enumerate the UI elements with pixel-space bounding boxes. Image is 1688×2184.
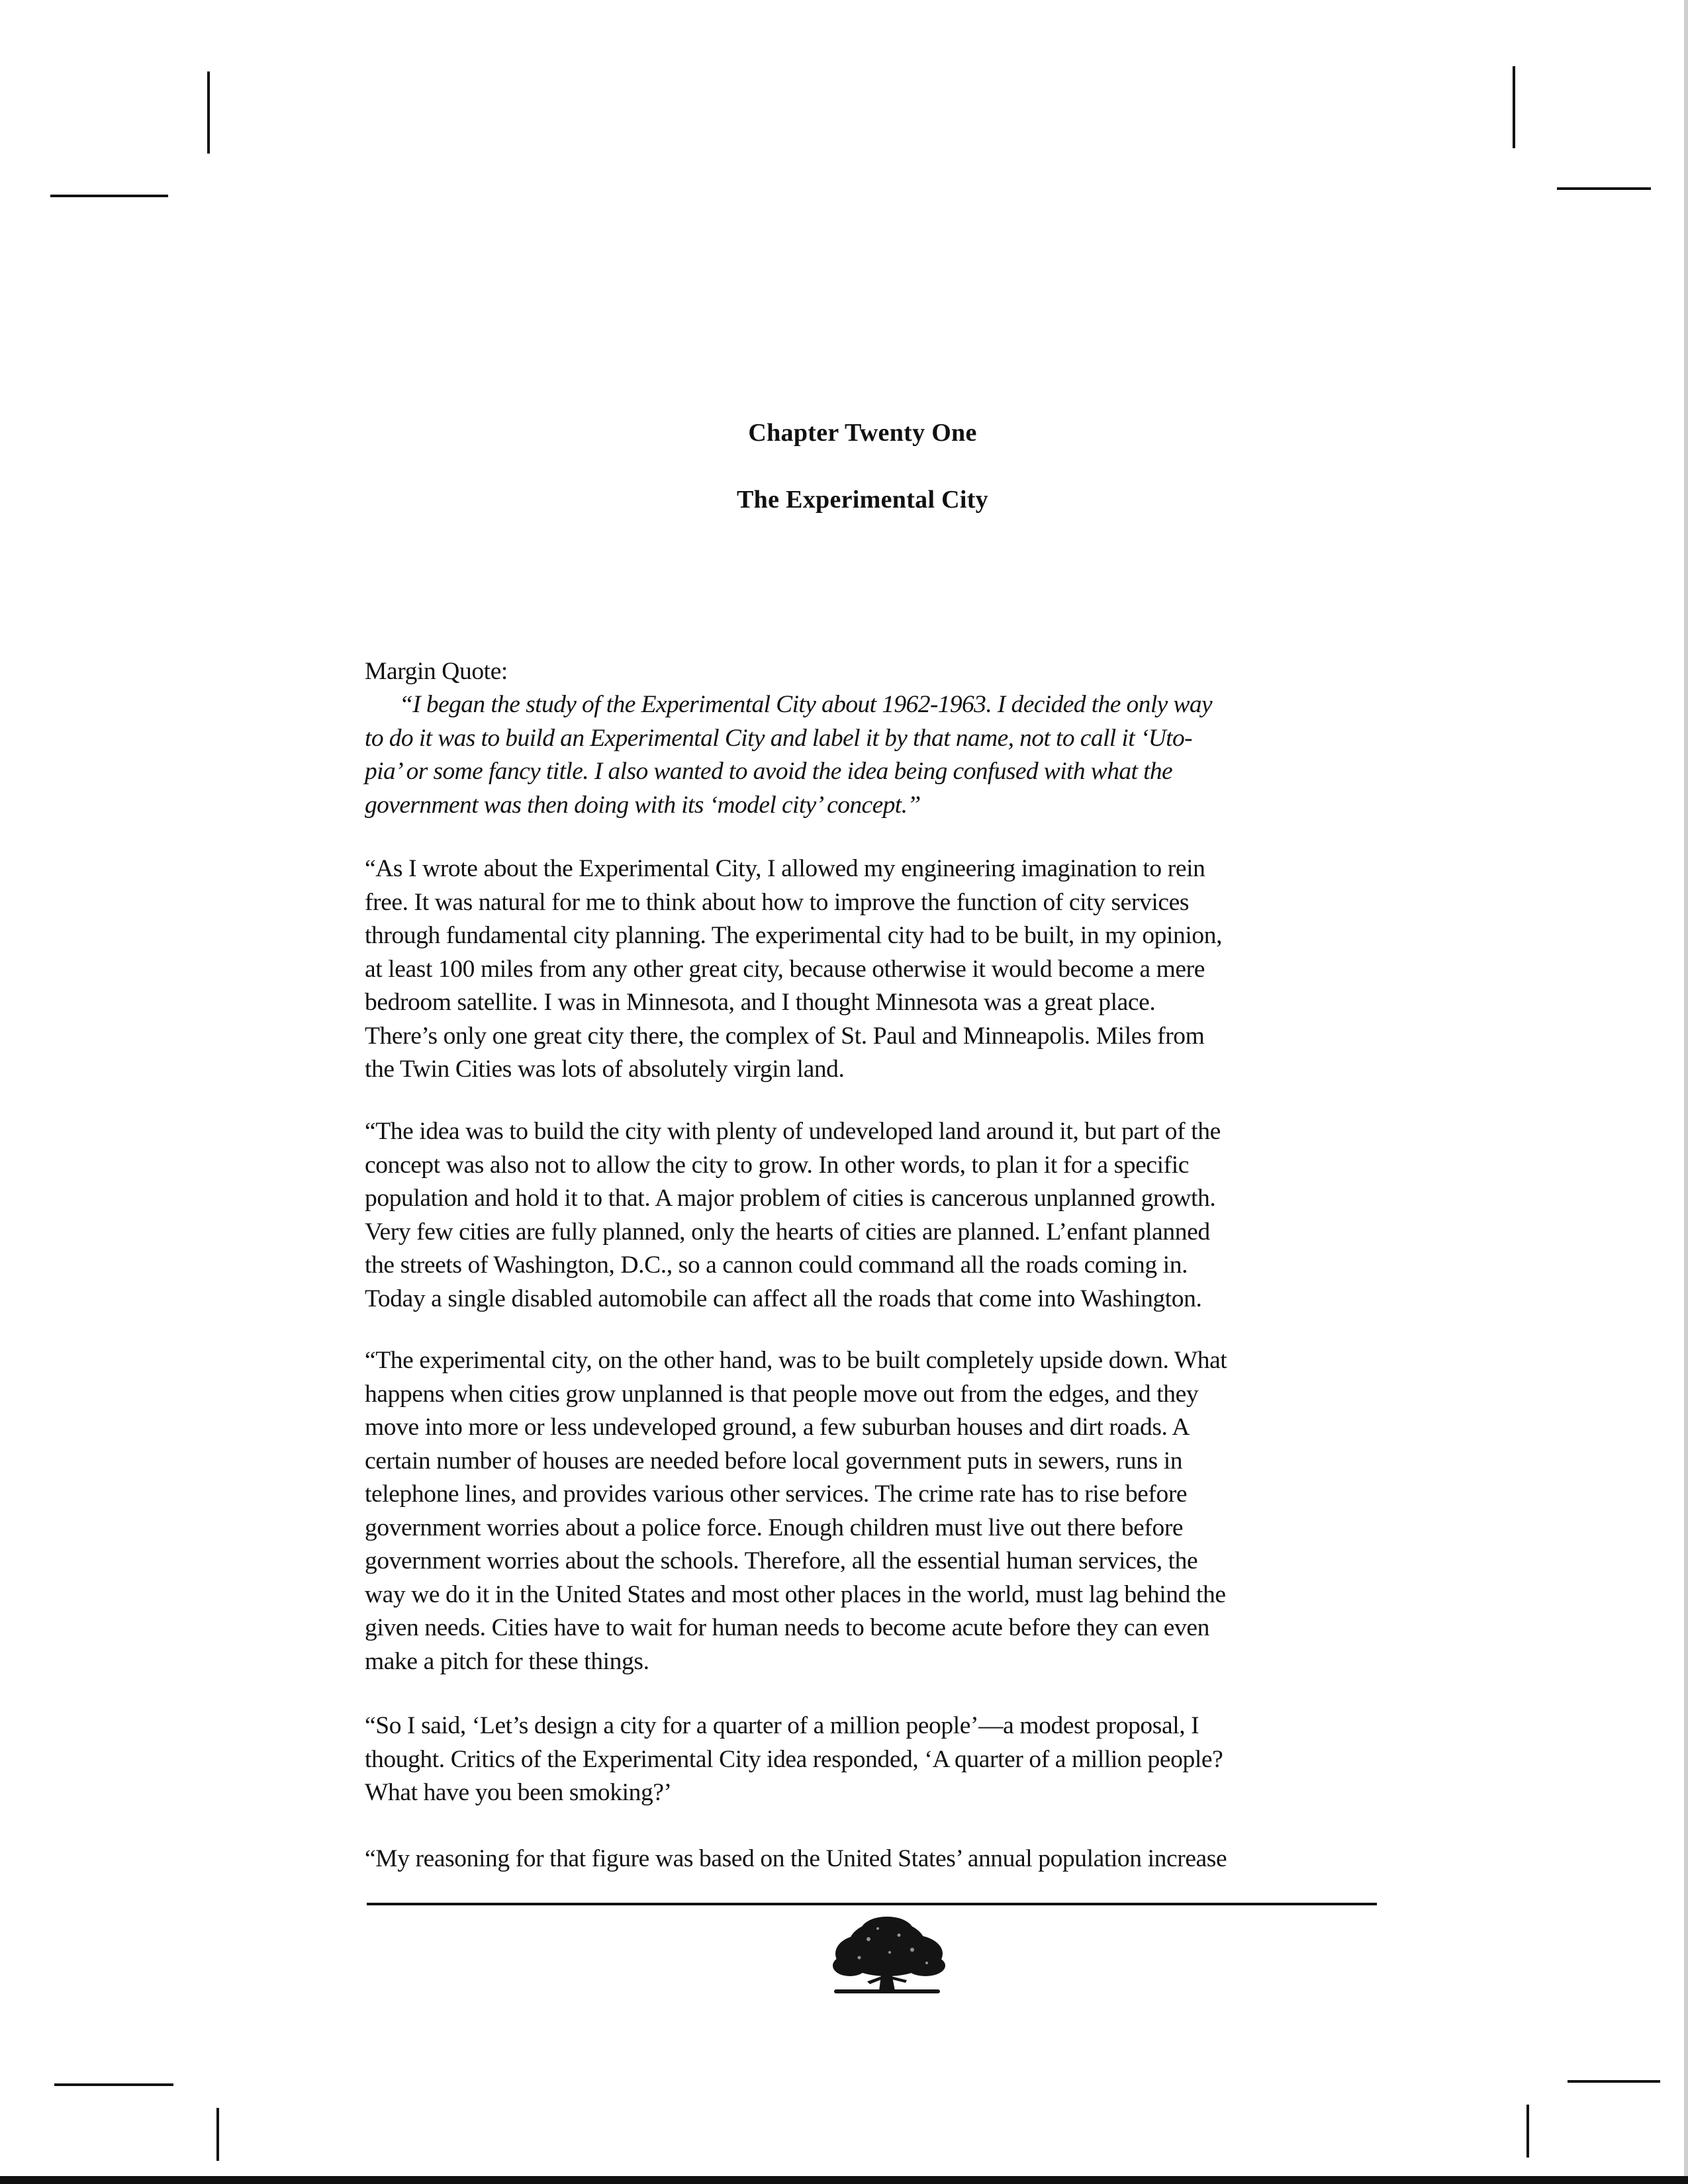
margin-quote-label: Margin Quote: bbox=[365, 658, 508, 685]
text-line: make a pitch for these things. bbox=[365, 1647, 649, 1675]
crop-mark-top-left-horizontal bbox=[50, 195, 168, 197]
text-line: “My reasoning for that figure was based on the United States’ annual population increase bbox=[365, 1845, 1227, 1872]
text-line: government worries about the schools. Therefore, all the essential human services, the bbox=[365, 1547, 1198, 1574]
text-line: Very few cities are fully planned, only the hearts of cities are planned. L’enfant planned bbox=[365, 1218, 1210, 1246]
text-line: thought. Critics of the Experimental City idea responded, ‘A quarter of a million people? bbox=[365, 1745, 1223, 1773]
text-line: free. It was natural for me to think about how to improve the function of city services bbox=[365, 888, 1190, 916]
text-line: concept was also not to allow the city to grow. In other words, to plan it for a specific bbox=[365, 1151, 1189, 1179]
chapter-name: The Experimental City bbox=[737, 486, 988, 514]
chapter-number-title: Chapter Twenty One bbox=[748, 419, 977, 447]
paragraph-5 bbox=[365, 1843, 1378, 1876]
crop-mark-top-left-vertical bbox=[207, 71, 210, 154]
text-line: “The experimental city, on the other hand, was to be built completely upside down. What bbox=[365, 1347, 1227, 1374]
text-line: government worries about a police force. Enough children must live out there before bbox=[365, 1514, 1184, 1541]
crop-mark-top-right-vertical bbox=[1513, 66, 1515, 148]
margin-quote bbox=[365, 688, 1378, 822]
crop-mark-bottom-right-vertical bbox=[1526, 2105, 1529, 2158]
oak-tree-icon bbox=[821, 1913, 953, 2005]
text-line: bedroom satellite. I was in Minnesota, and I thought Minnesota was a great place. bbox=[365, 989, 1156, 1016]
text-line: through fundamental city planning. The experimental city had to be built, in my opinion, bbox=[365, 922, 1223, 949]
paragraph-2 bbox=[365, 1115, 1378, 1316]
text-line: Today a single disabled automobile can affect all the roads that come into Washington. bbox=[365, 1285, 1202, 1312]
text-line: certain number of houses are needed before local government puts in sewers, runs in bbox=[365, 1447, 1183, 1475]
crop-mark-bottom-left-horizontal bbox=[54, 2083, 173, 2086]
crop-mark-top-right-horizontal bbox=[1557, 187, 1651, 190]
text-line: given needs. Cities have to wait for human needs to become acute before they can even bbox=[365, 1614, 1209, 1641]
text-line: the streets of Washington, D.C., so a cannon could command all the roads coming in. bbox=[365, 1251, 1188, 1279]
footer-rule bbox=[367, 1903, 1377, 1905]
crop-mark-bottom-left-vertical bbox=[216, 2108, 219, 2161]
quote-line: pia’ or some fancy title. I also wanted to avoid the idea being confused with what the bbox=[365, 758, 1173, 785]
text-line: What have you been smoking?’ bbox=[365, 1779, 672, 1806]
quote-line: “I began the study of the Experimental City about 1962-1963. I decided the only way bbox=[399, 691, 1213, 718]
text-line: population and hold it to that. A major problem of cities is cancerous unplanned growth. bbox=[365, 1185, 1216, 1212]
text-line: “As I wrote about the Experimental City, I allowed my engineering imagination to rein bbox=[365, 855, 1205, 882]
quote-line: government was then doing with its ‘model city’ concept.” bbox=[365, 791, 921, 819]
text-line: “The idea was to build the city with plenty of undeveloped land around it, but part of the bbox=[365, 1118, 1221, 1145]
paragraph-1 bbox=[365, 852, 1378, 1087]
text-line: There’s only one great city there, the complex of St. Paul and Minneapolis. Miles from bbox=[365, 1022, 1205, 1050]
text-line: “So I said, ‘Let’s design a city for a quarter of a million people’—a modest proposal, I bbox=[365, 1712, 1199, 1739]
crop-mark-bottom-right-horizontal bbox=[1568, 2080, 1660, 2083]
scan-bottom-edge bbox=[0, 2176, 1688, 2184]
text-line: the Twin Cities was lots of absolutely virgin land. bbox=[365, 1056, 845, 1083]
text-line: at least 100 miles from any other great city, because otherwise it would become a mere bbox=[365, 955, 1205, 983]
paragraph-3 bbox=[365, 1344, 1378, 1678]
quote-line: to do it was to build an Experimental City and label it by that name, not to call it ‘Uto- bbox=[365, 724, 1193, 752]
text-line: move into more or less undeveloped ground, a few suburban houses and dirt roads. A bbox=[365, 1414, 1190, 1441]
text-line: happens when cities grow unplanned is that people move out from the edges, and they bbox=[365, 1380, 1199, 1408]
text-line: way we do it in the United States and most other places in the world, must lag behind the bbox=[365, 1580, 1226, 1608]
paragraph-4 bbox=[365, 1709, 1378, 1810]
text-line: telephone lines, and provides various other services. The crime rate has to rise before bbox=[365, 1480, 1188, 1508]
